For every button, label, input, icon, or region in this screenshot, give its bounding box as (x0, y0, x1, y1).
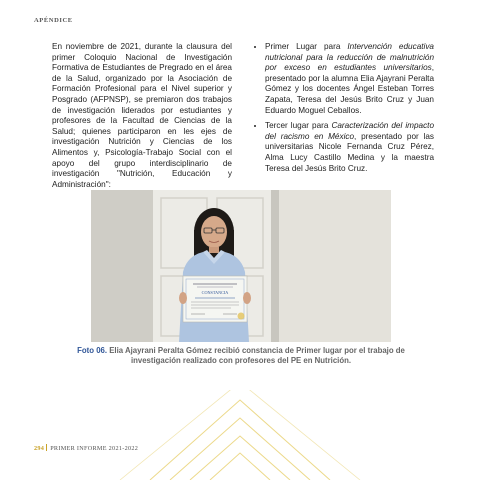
award-prefix: Primer Lugar para (265, 42, 348, 51)
footer-divider (46, 444, 47, 451)
right-column (254, 42, 434, 179)
footer-title: PRIMER INFORME 2021-2022 (50, 445, 139, 452)
page-number: 294 (34, 445, 45, 452)
certificate-title: CONSTANCIA (201, 290, 229, 295)
list-item (265, 121, 434, 174)
caption-label: Foto 06. (77, 346, 108, 355)
award-prefix: Tercer lugar para (265, 121, 332, 131)
left-column-paragraph: En noviembre de 2021, durante la clausura del primer Coloquio Nacional de Investigación Formativa de Estudiantes de Pregrado en el área de la Salud, organizado por la Asociación de Formación Profesional para el Nivel superior y Posgrado (AFPNSP), se premiaron dos trabajos de investigación liderados por estudiantes y profesores de la Facultad de Ciencias de la Salud; quienes participaron en les ejes de investigación Nutrición y Ciencias de los Alimentos y, Psicología-Trabajo Social con el apoyo del grupo interdisciplinario de investigación "Nutrición, Educación y Administración": (52, 42, 232, 189)
award-photo (91, 190, 391, 342)
award-title: Intervención educativa nutricional para la reducción de malnutrición por exceso en estudiantes universitarios (265, 42, 434, 73)
award-suffix: , presentado por las universitarias Nicole Fernanda Cruz Pérez, Alma Lucy Castillo Medina y la maestra Teresa del Jesús Brito Cruz. (265, 131, 435, 173)
page-footer (34, 444, 138, 452)
award-title: Caracterización del impacto del racismo en México (265, 121, 434, 141)
award-suffix: , presentado por la alumna Elia Ajayrani Peralta Gómez y los docentes Ángel Esteban Torres Zapata, Teresa del Jesús Brito Cruz y Juan Eduardo Moguel Ceballos. (265, 63, 434, 115)
photo-illustration (91, 190, 391, 342)
gold-line-decoration (0, 390, 480, 480)
caption-text: Elia Ajayrani Peralta Gómez recibió constancia de Primer lugar por el trabajo de investigación realizado con profesores del PE en Nutrición. (107, 346, 405, 365)
award-list (254, 42, 434, 174)
photo-caption (52, 346, 430, 366)
list-item (265, 42, 434, 116)
section-label: APÉNDICE (34, 17, 73, 24)
